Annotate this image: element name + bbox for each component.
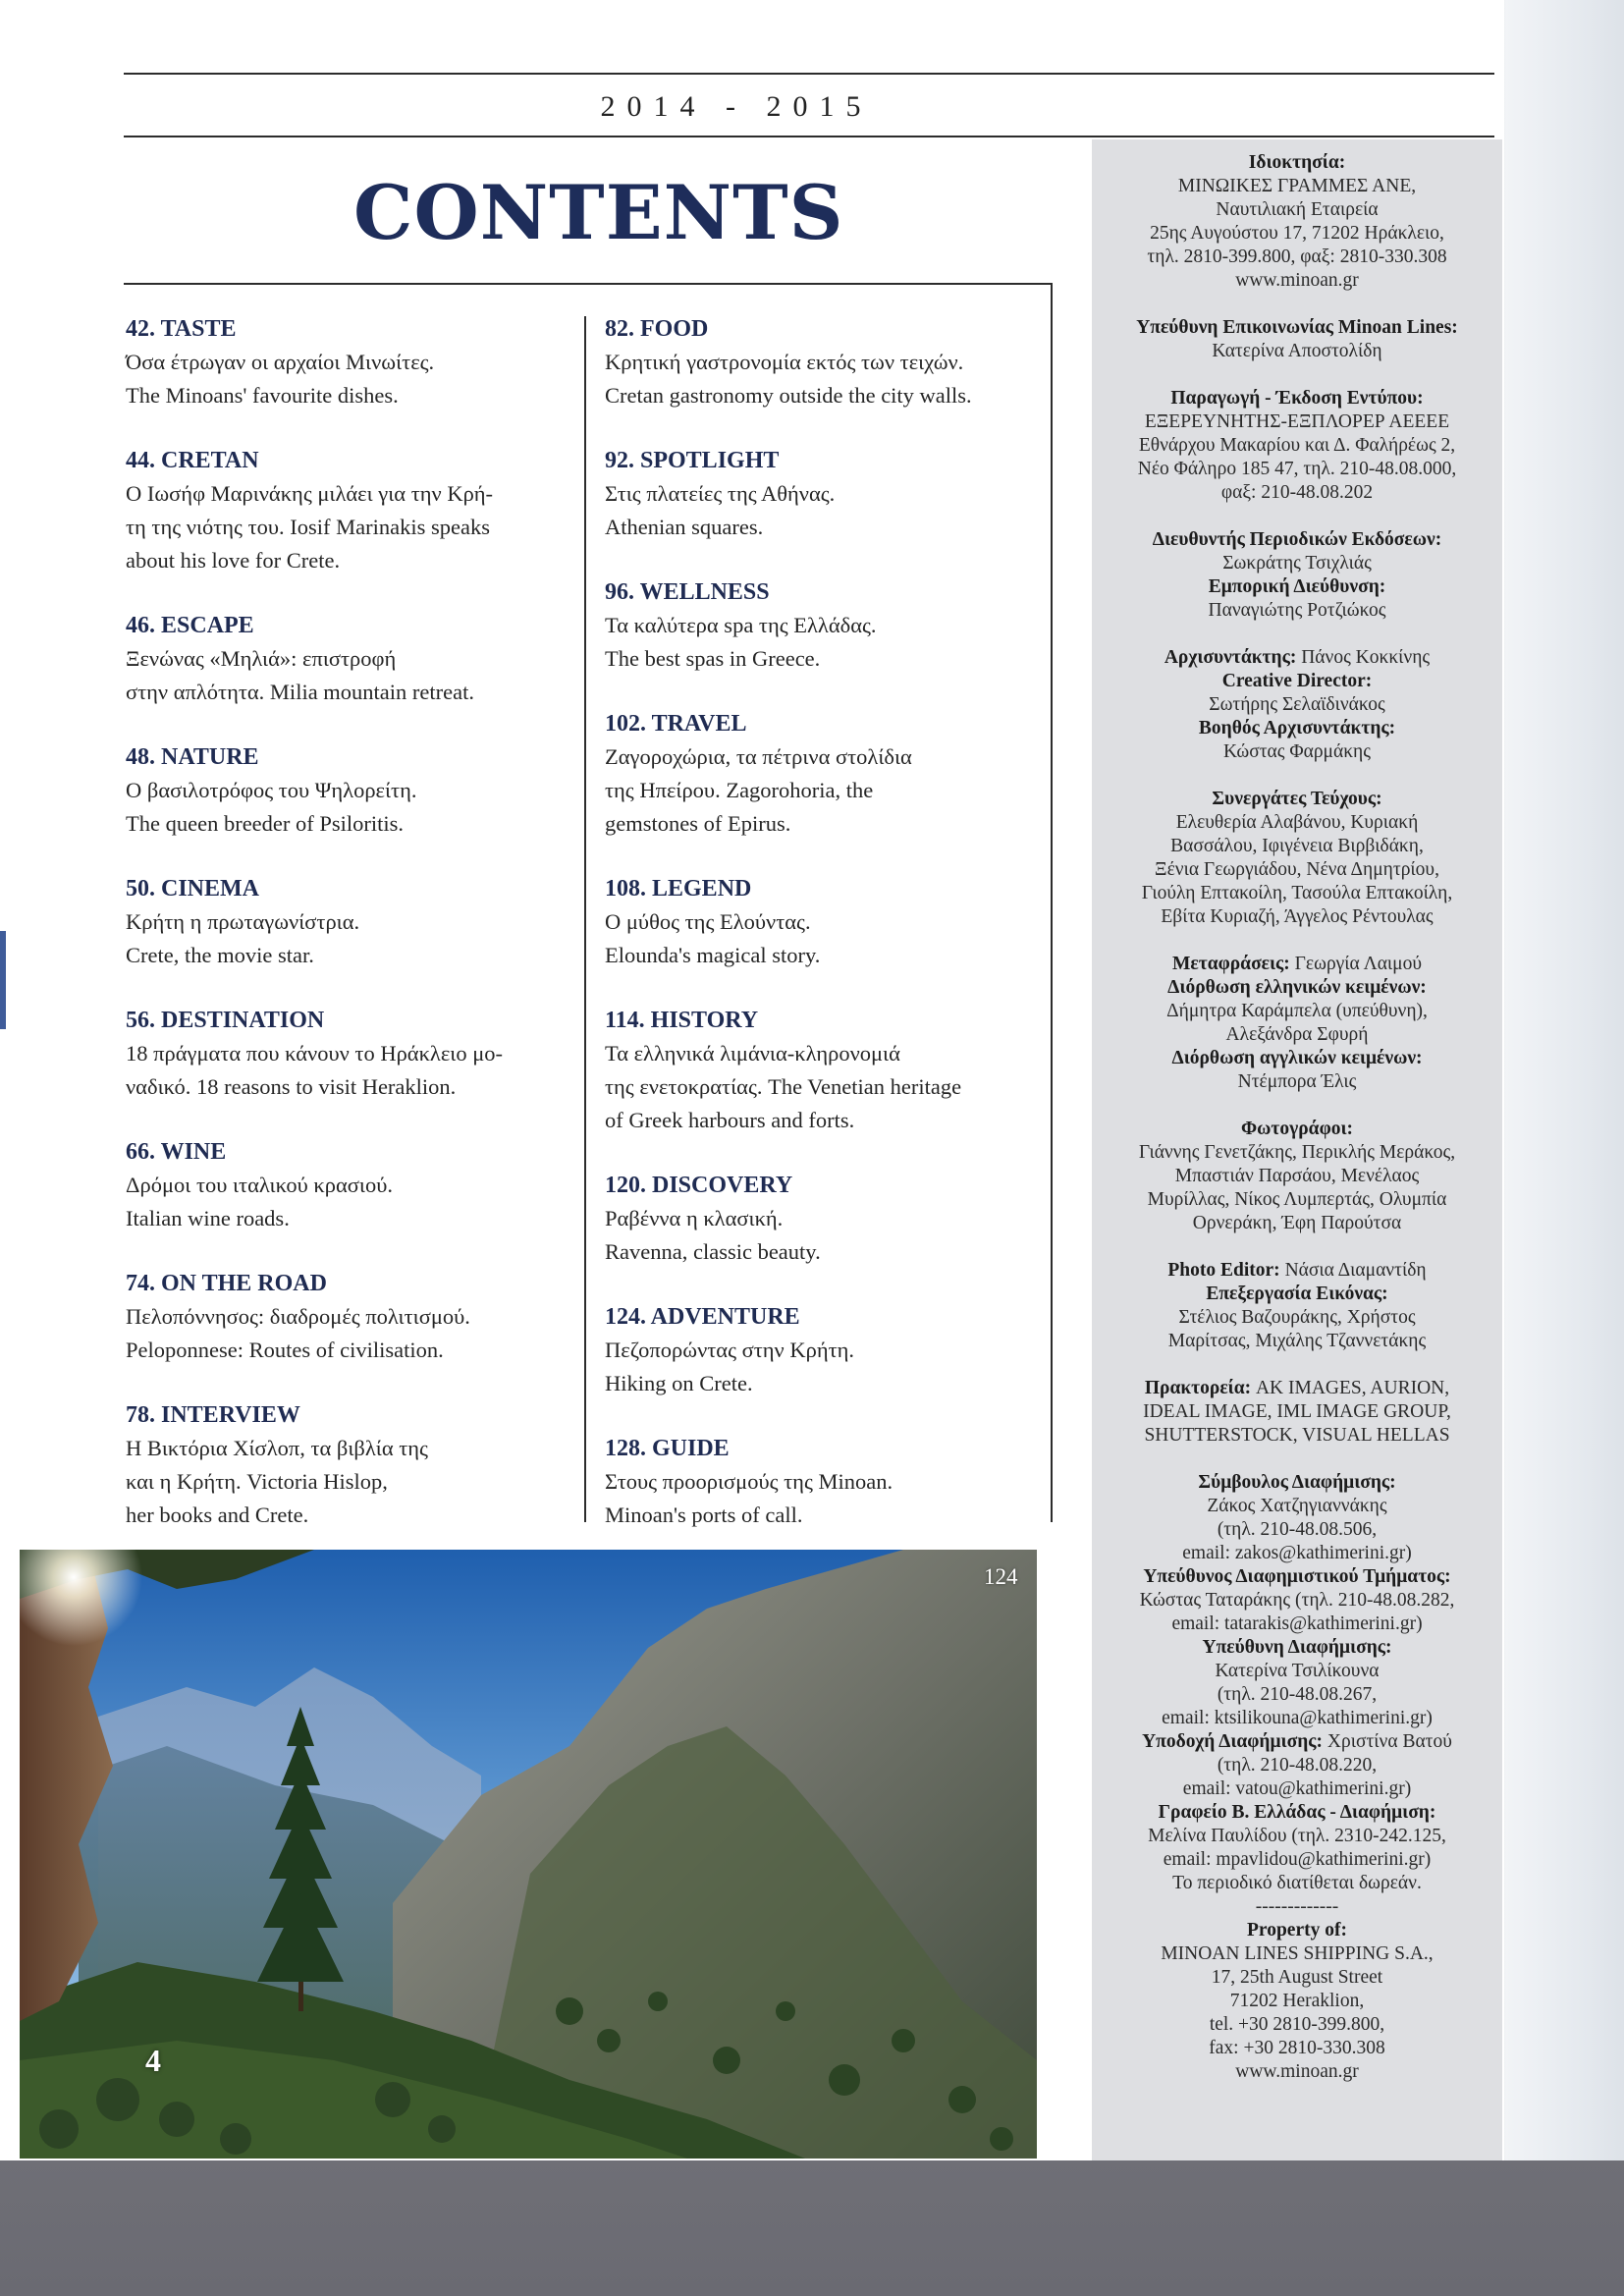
credit-line: Γιούλη Επτακοίλη, Τασούλα Επτακοίλη, — [1141, 883, 1453, 903]
credit-separator: ------------- — [1255, 1896, 1339, 1917]
credit-label: Βοηθός Αρχισυντάκτης: — [1198, 718, 1396, 738]
credit-production — [1092, 387, 1502, 505]
credit-line: Εθνάρχου Μακαρίου και Δ. Φαλήρέως 2, — [1138, 435, 1456, 456]
credit-label: Σύμβουλος Διαφήμισης: — [1198, 1472, 1396, 1493]
credit-line: MINOAN LINES SHIPPING S.A., — [1161, 1943, 1434, 1964]
credit-line: email: mpavlidou@kathimerini.gr) — [1163, 1849, 1432, 1870]
credit-label: Παραγωγή - Έκδοση Εντύπου: — [1170, 388, 1424, 409]
entry-line: her books and Crete. — [126, 1503, 309, 1527]
gorge-photo — [20, 1550, 1037, 2159]
credit-advertising — [1092, 1471, 1502, 1919]
credit-line: Μυρίλλας, Νίκος Λυμπερτάς, Ολυμπία — [1147, 1189, 1447, 1210]
credit-line: (τηλ. 210-48.08.506, — [1217, 1519, 1378, 1540]
entry-line: Ο βασιλοτρόφος του Ψηλορείτη. — [126, 778, 417, 802]
credit-line: Κώστας Φαρμάκης — [1223, 741, 1371, 762]
credit-label: Creative Director: — [1221, 671, 1373, 691]
entry-line: της ενετοκρατίας. The Venetian heritage — [605, 1074, 962, 1099]
credit-line: fax: +30 2810-330.308 — [1209, 2038, 1385, 2058]
entry-heading: 92. SPOTLIGHT — [605, 448, 780, 473]
credit-label: Επεξεργασία Εικόνας: — [1206, 1284, 1388, 1304]
credit-line: Ελευθερία Αλαβάνου, Κυριακή — [1175, 812, 1419, 833]
entry-line: Ravenna, classic beauty. — [605, 1239, 821, 1264]
entry-heading: 50. CINEMA — [126, 876, 259, 902]
entry-line: The queen breeder of Psiloritis. — [126, 811, 405, 836]
credit-line: email: tatarakis@kathimerini.gr) — [1171, 1613, 1423, 1634]
credit-photographers — [1092, 1118, 1502, 1235]
credit-label: Διόρθωση αγγλικών κειμένων: — [1171, 1048, 1423, 1068]
credit-line: φαξ: 210-48.08.202 — [1220, 482, 1374, 503]
scan-background-right — [1504, 0, 1624, 2160]
credit-label: Φωτογράφοι: — [1240, 1119, 1354, 1139]
header-rule-top — [124, 73, 1494, 75]
entry-line: Δρόμοι του ιταλικού κρασιού. — [126, 1173, 393, 1197]
credit-line: IDEAL IMAGE, IML IMAGE GROUP, — [1143, 1401, 1451, 1422]
mountain-gorge-image — [20, 1550, 1037, 2159]
credit-line: 17, 25th August Street — [1211, 1967, 1383, 1988]
entry-line: Κρήτη η πρωταγωνίστρια. — [126, 909, 360, 934]
contents-entry — [126, 609, 568, 709]
entry-line: Hiking on Crete. — [605, 1371, 753, 1395]
scan-background-bottom — [0, 2160, 1624, 2296]
credit-line: 25ης Αυγούστου 17, 71202 Ηράκλειο, — [1150, 223, 1444, 244]
entry-line: Ζαγοροχώρια, τα πέτρινα στολίδια — [605, 744, 912, 769]
credit-line: Κώστας Ταταράκης (τηλ. 210-48.08.282, — [1139, 1590, 1455, 1611]
entry-line: Ο Ιωσήφ Μαρινάκης μιλάει για την Κρή- — [126, 481, 494, 506]
contents-entry — [605, 312, 1037, 412]
entry-line: Minoan's ports of call. — [605, 1503, 803, 1527]
credit-label: Πρακτορεία: — [1144, 1378, 1252, 1398]
credit-line: Μελίνα Παυλίδου (τηλ. 2310-242.125, — [1148, 1826, 1446, 1846]
entry-line: ναδικό. 18 reasons to visit Heraklion. — [126, 1074, 457, 1099]
entry-line: The Minoans' favourite dishes. — [126, 383, 399, 408]
entry-line: Στους προορισμούς της Minoan. — [605, 1469, 893, 1494]
credit-label: Ιδιοκτησία: — [1248, 152, 1346, 173]
contents-entry — [126, 1004, 568, 1104]
credit-line: Αλεξάνδρα Σφυρή — [1225, 1024, 1369, 1045]
credit-line: AK IMAGES, AURION, — [1255, 1378, 1450, 1398]
credit-translation — [1092, 953, 1502, 1094]
credit-line: Στέλιος Βαζουράκης, Χρήστος — [1178, 1307, 1416, 1328]
credit-label: Διευθυντής Περιοδικών Εκδόσεων: — [1152, 529, 1442, 550]
scan-edge-accent — [0, 931, 6, 1029]
entry-line: about his love for Crete. — [126, 548, 341, 573]
credit-line: Νάσια Διαμαντίδη — [1284, 1260, 1427, 1281]
entry-line: Ο μύθος της Ελούντας. — [605, 909, 811, 934]
credit-property — [1092, 1919, 1502, 2084]
credit-line: τηλ. 2810-399.800, φαξ: 2810-330.308 — [1147, 246, 1447, 267]
contents-entry — [126, 1267, 568, 1367]
credit-label: Υπεύθυνη Επικοινωνίας Minoan Lines: — [1136, 317, 1458, 338]
credit-line: Ορνεράκη, Έφη Παρούτσα — [1192, 1213, 1402, 1233]
entry-heading: 74. ON THE ROAD — [126, 1271, 327, 1296]
title-rule — [124, 283, 1053, 285]
entry-line: The best spas in Greece. — [605, 646, 821, 671]
contents-right-rule — [1051, 283, 1053, 1522]
entry-heading: 114. HISTORY — [605, 1008, 759, 1033]
entry-line: of Greek harbours and forts. — [605, 1108, 855, 1132]
credit-line: Ζάκος Χατζηγιαννάκης — [1207, 1496, 1387, 1516]
column-divider — [584, 316, 586, 1522]
credit-line: ΜΙΝΩΙΚΕΣ ΓΡΑΜΜΕΣ ΑΝΕ, — [1177, 176, 1417, 196]
entry-line: Τα καλύτερα spa της Ελλάδας. — [605, 613, 877, 637]
credit-free-note: Το περιοδικό διατίθεται δωρεάν. — [1172, 1873, 1422, 1893]
credit-line: Σωκράτης Τσιχλιάς — [1222, 553, 1372, 574]
entry-line: Italian wine roads. — [126, 1206, 290, 1230]
entry-line: Κρητική γαστρονομία εκτός των τειχών. — [605, 350, 964, 374]
credit-photo-editing — [1092, 1259, 1502, 1353]
credit-label: Υπεύθυνος Διαφημιστικού Τμήματος: — [1143, 1566, 1451, 1587]
contents-entry — [605, 1169, 1037, 1269]
credit-line: Μαρίτσας, Μιχάλης Τζαννετάκης — [1167, 1331, 1427, 1351]
credit-label: Υπεύθυνη Διαφήμισης: — [1202, 1637, 1392, 1658]
credit-line: Πάνος Κοκκίνης — [1301, 647, 1431, 668]
entry-line: Athenian squares. — [605, 515, 764, 539]
entry-heading: 48. NATURE — [126, 744, 259, 770]
page-number: 4 — [145, 2043, 161, 2078]
credit-label: Υποδοχή Διαφήμισης: — [1142, 1731, 1324, 1752]
entry-line: Crete, the movie star. — [126, 943, 314, 967]
entry-heading: 56. DESTINATION — [126, 1008, 325, 1033]
entry-line: Στις πλατείες της Αθήνας. — [605, 481, 836, 506]
contents-entry — [605, 707, 1037, 841]
credit-line: www.minoan.gr — [1235, 270, 1359, 291]
entry-line: στην απλότητα. Milia mountain retreat. — [126, 680, 474, 704]
entry-line: και η Κρήτη. Victoria Hislop, — [126, 1469, 388, 1494]
entry-line: Όσα έτρωγαν οι αρχαίοι Μινωίτες. — [126, 350, 435, 374]
header-rule-bottom — [124, 136, 1494, 137]
photo-page-reference: 124 — [984, 1564, 1018, 1589]
credit-line: Γεωργία Λαιμού — [1294, 954, 1423, 974]
credit-line: (τηλ. 210-48.08.267, — [1217, 1684, 1378, 1705]
entry-heading: 82. FOOD — [605, 316, 709, 342]
credit-ownership — [1092, 151, 1502, 293]
entry-heading: 108. LEGEND — [605, 876, 752, 902]
credit-line: ΕΞΕΡΕΥΝΗΤΗΣ-ΕΞΠΛΟΡΕΡ ΑΕΕΕΕ — [1144, 411, 1450, 432]
credit-line: email: ktsilikouna@kathimerini.gr) — [1162, 1708, 1433, 1728]
issue-years: 2014 - 2015 — [600, 90, 873, 123]
credit-label: Διόρθωση ελληνικών κειμένων: — [1167, 977, 1427, 998]
contents-entry — [605, 872, 1037, 972]
contents-entry — [126, 1135, 568, 1235]
credit-line: Χριστίνα Βατού — [1326, 1731, 1452, 1752]
credit-line: (τηλ. 210-48.08.220, — [1217, 1755, 1378, 1776]
entry-line: της Ηπείρου. Zagorohoria, the — [605, 778, 874, 802]
credit-label: Γραφείο Β. Ελλάδας - Διαφήμιση: — [1158, 1802, 1436, 1823]
credit-line: Εβίτα Κυριαζή, Άγγελος Ρέντουλας — [1161, 906, 1434, 927]
entry-line: Πελοπόννησος: διαδρομές πολιτισμού. — [126, 1304, 470, 1329]
credit-line: Παναγιώτης Ροτζιώκος — [1208, 600, 1386, 621]
contents-entry — [126, 312, 568, 412]
entry-heading: 128. GUIDE — [605, 1436, 730, 1461]
entry-heading: 44. CRETAN — [126, 448, 259, 473]
credit-label: Property of: — [1247, 1920, 1347, 1941]
entry-line: Ξενώνας «Μηλιά»: επιστροφή — [126, 646, 397, 671]
entry-line: Ραβέννα η κλασική. — [605, 1206, 784, 1230]
credit-label: Αρχισυντάκτης: — [1164, 647, 1297, 668]
credit-line: SHUTTERSTOCK, VISUAL HELLAS — [1144, 1425, 1450, 1446]
credit-line: email: zakos@kathimerini.gr) — [1182, 1543, 1412, 1563]
credit-communications — [1092, 316, 1502, 363]
credit-line: Ναυτιλιακή Εταιρεία — [1216, 199, 1379, 220]
credit-line: Ντέμπορα Έλις — [1237, 1071, 1357, 1092]
entry-heading: 66. WINE — [126, 1139, 227, 1165]
credit-line: Μπαστιάν Παρσάου, Μενέλαος — [1174, 1166, 1420, 1186]
contents-column-left — [126, 312, 568, 1563]
credit-label: Photo Editor: — [1167, 1260, 1280, 1281]
credit-line: Κατερίνα Αποστολίδη — [1212, 341, 1382, 361]
credit-line: 71202 Heraklion, — [1229, 1991, 1365, 2011]
credit-editorial — [1092, 646, 1502, 764]
entry-heading: 124. ADVENTURE — [605, 1304, 800, 1330]
entry-line: Η Βικτόρια Χίσλοπ, τα βιβλία της — [126, 1436, 428, 1460]
credit-agencies — [1092, 1377, 1502, 1448]
credit-line: tel. +30 2810-399.800, — [1209, 2014, 1385, 2035]
contents-entry — [126, 1398, 568, 1532]
contents-entry — [126, 444, 568, 577]
credit-label: Μεταφράσεις: — [1171, 954, 1290, 974]
credit-label: Συνεργάτες Τεύχους: — [1212, 789, 1382, 809]
credit-label: Εμπορική Διεύθυνση: — [1208, 576, 1386, 597]
credit-contributors — [1092, 788, 1502, 929]
entry-heading: 120. DISCOVERY — [605, 1173, 793, 1198]
entry-heading: 42. TASTE — [126, 316, 237, 342]
credit-line: www.minoan.gr — [1235, 2061, 1359, 2082]
contents-entry — [605, 444, 1037, 544]
contents-entry — [126, 872, 568, 972]
entry-line: Elounda's magical story. — [605, 943, 821, 967]
contents-entry — [605, 1432, 1037, 1532]
contents-column-right — [605, 312, 1037, 1563]
page-title: CONTENTS — [353, 169, 844, 256]
credits-text — [1092, 151, 1502, 2084]
credit-line: Βασσάλου, Ιφιγένεια Βιρβιδάκη, — [1170, 836, 1424, 856]
credit-line: Γιάννης Γενετζάκης, Περικλής Μεράκος, — [1138, 1142, 1456, 1163]
contents-entry — [126, 740, 568, 841]
entry-line: Cretan gastronomy outside the city walls. — [605, 383, 972, 408]
entry-line: Πεζοπορώντας στην Κρήτη. — [605, 1338, 855, 1362]
credit-management — [1092, 528, 1502, 623]
contents-entry — [605, 1300, 1037, 1400]
credit-line: Νέο Φάληρο 185 47, τηλ. 210-48.08.000, — [1137, 459, 1457, 479]
entry-heading: 102. TRAVEL — [605, 711, 747, 737]
credit-line: Σωτήρης Σελαϊδινάκος — [1209, 694, 1385, 715]
entry-heading: 96. WELLNESS — [605, 579, 770, 605]
entry-line: Peloponnese: Routes of civilisation. — [126, 1338, 444, 1362]
credit-line: email: vatou@kathimerini.gr) — [1182, 1778, 1412, 1799]
entry-line: Τα ελληνικά λιμάνια-κληρονομιά — [605, 1041, 900, 1066]
entry-heading: 78. INTERVIEW — [126, 1402, 300, 1428]
contents-entry — [605, 575, 1037, 676]
contents-entry — [605, 1004, 1037, 1137]
entry-heading: 46. ESCAPE — [126, 613, 254, 638]
credit-line: Δήμητρα Καράμπελα (υπεύθυνη), — [1166, 1001, 1428, 1021]
credit-line: Ξένια Γεωργιάδου, Νένα Δημητρίου, — [1155, 859, 1439, 880]
credit-line: Κατερίνα Τσιλίκουνα — [1215, 1661, 1380, 1681]
entry-line: gemstones of Epirus. — [605, 811, 791, 836]
entry-line: τη της νιότης του. Iosif Marinakis speaks — [126, 515, 490, 539]
entry-line: 18 πράγματα που κάνουν το Ηράκλειο μο- — [126, 1041, 504, 1066]
